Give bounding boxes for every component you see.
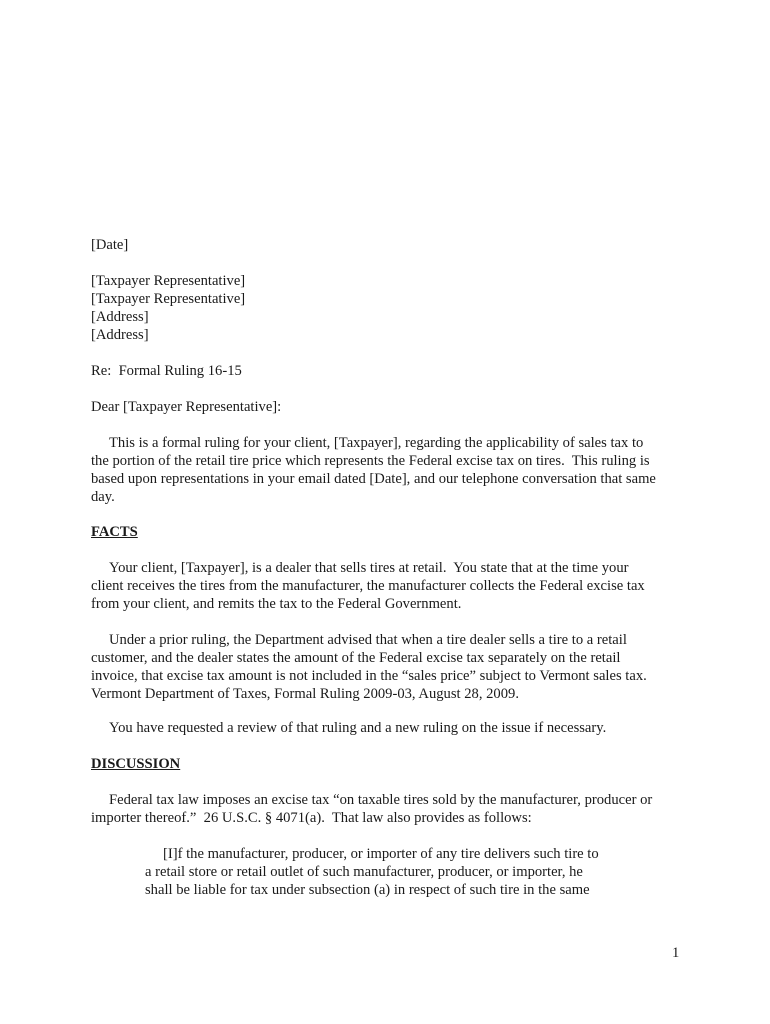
page-number: 1	[672, 945, 680, 961]
recipient-line: [Taxpayer Representative]	[91, 291, 246, 307]
recipient-line: [Taxpayer Representative]	[91, 273, 246, 289]
block-quote	[145, 845, 625, 899]
paragraph-line: importer thereof.” 26 U.S.C. § 4071(a). That law also provides as follows:	[91, 810, 532, 826]
paragraph-line: based upon representations in your email dated [Date], and our telephone conversation that same	[91, 471, 656, 487]
paragraph-line: Your client, [Taxpayer], is a dealer that sells tires at retail. You state that at the time your	[109, 560, 629, 576]
paragraph-line: the portion of the retail tire price which represents the Federal excise tax on tires. This ruling is	[91, 453, 650, 469]
paragraph-line: This is a formal ruling for your client, [Taxpayer], regarding the applicability of sales tax to	[109, 435, 644, 451]
recipient-address-block	[91, 272, 691, 344]
paragraph-line: Under a prior ruling, the Department advised that when a tire dealer sells a tire to a retail	[109, 632, 627, 648]
paragraph-line: day.	[91, 489, 115, 505]
paragraph-line: invoice, that excise tax amount is not included in the “sales price” subject to Vermont sales tax.	[91, 668, 647, 684]
facts-paragraph-3	[91, 719, 691, 737]
discussion-heading: DISCUSSION	[91, 756, 181, 772]
facts-paragraph-2	[91, 631, 691, 703]
re-line: Re: Formal Ruling 16-15	[91, 363, 242, 379]
date-line: [Date]	[91, 237, 129, 253]
recipient-line: [Address]	[91, 327, 149, 343]
salutation: Dear [Taxpayer Representative]:	[91, 399, 282, 415]
paragraph-line: from your client, and remits the tax to the Federal Government.	[91, 596, 462, 612]
discussion-paragraph-1	[91, 791, 691, 827]
paragraph-line: customer, and the dealer states the amount of the Federal excise tax separately on the retail	[91, 650, 621, 666]
facts-paragraph-1	[91, 559, 691, 613]
paragraph-line: client receives the tires from the manufacturer, the manufacturer collects the Federal excise tax	[91, 578, 645, 594]
facts-heading: FACTS	[91, 524, 138, 540]
recipient-line: [Address]	[91, 309, 149, 325]
paragraph-line: Federal tax law imposes an excise tax “on taxable tires sold by the manufacturer, producer or	[109, 792, 653, 808]
paragraph-line: Vermont Department of Taxes, Formal Ruling 2009-03, August 28, 2009.	[91, 686, 519, 702]
letter-date	[91, 236, 691, 254]
salutation-block	[91, 398, 691, 416]
intro-paragraph	[91, 434, 691, 506]
quote-line: [I]f the manufacturer, producer, or importer of any tire delivers such tire to	[163, 846, 599, 862]
paragraph-line: You have requested a review of that ruling and a new ruling on the issue if necessary.	[109, 720, 607, 736]
quote-line: a retail store or retail outlet of such manufacturer, producer, or importer, he	[145, 864, 583, 880]
quote-line: shall be liable for tax under subsection (a) in respect of such tire in the same	[145, 882, 590, 898]
re-line-block	[91, 362, 691, 380]
